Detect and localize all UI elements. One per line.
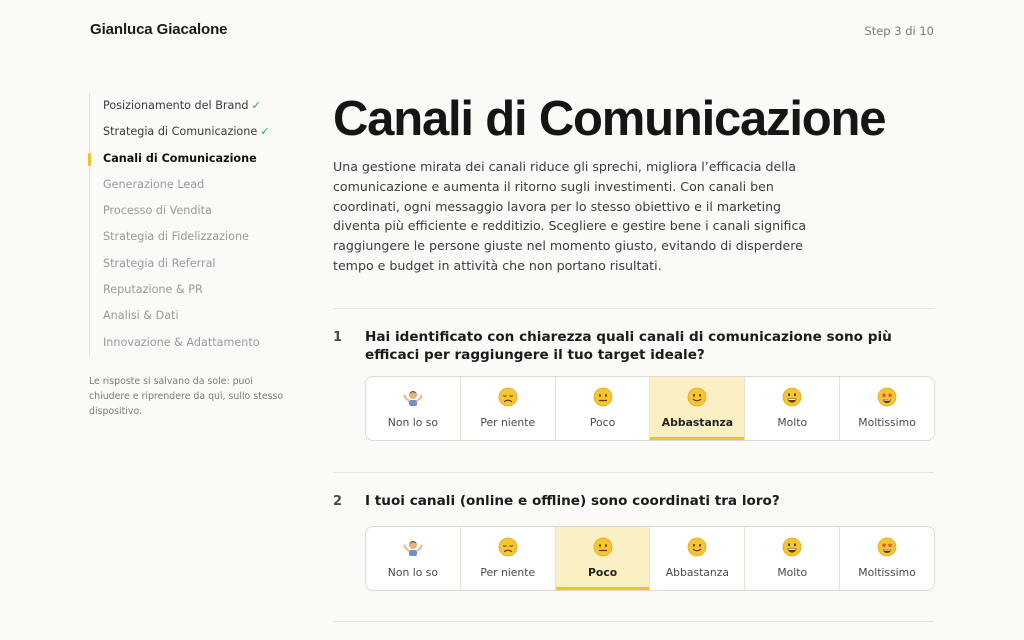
neutral-face-icon	[593, 387, 613, 407]
rating-option-label: Per niente	[480, 566, 536, 579]
sidebar-item-reputazione-pr[interactable]	[90, 277, 280, 303]
brand-logo[interactable]: Gianluca Giacalone	[90, 21, 228, 38]
check-icon: ✓	[260, 125, 270, 139]
rating-option-label: Moltissimo	[858, 416, 916, 429]
shrug-icon	[403, 537, 423, 557]
sidebar-item-innovazione-adattamento[interactable]	[90, 330, 280, 356]
rating-option-label: Poco	[589, 416, 616, 429]
question-text: Hai identificato con chiarezza quali canali di comunicazione sono più efficaci per raggiungere il tuo target ideale?	[365, 329, 892, 363]
disappointed-face-icon	[498, 537, 518, 557]
sidebar-item-label: Processo di Vendita	[103, 204, 212, 218]
rating-option-molto[interactable]	[745, 527, 840, 590]
autosave-note: Le risposte si salvano da sole: puoi chiudere e riprendere da qui, sullo stesso dispositivo.	[89, 376, 284, 417]
sidebar-item-analisi-dati[interactable]	[90, 303, 280, 329]
question-number: 1	[333, 330, 343, 345]
rating-option-label: Molto	[777, 566, 808, 579]
sidebar-item-processo-di-vendita[interactable]	[90, 198, 280, 224]
rating-option-label: Abbastanza	[665, 566, 730, 579]
divider	[333, 472, 934, 473]
step-counter: Step 3 di 10	[864, 24, 934, 38]
page-title: Canali di Comunicazione	[333, 92, 886, 146]
rating-option-poco[interactable]	[556, 377, 651, 440]
sidebar-item-label: Generazione Lead	[103, 177, 205, 191]
intro-paragraph: Una gestione mirata dei canali riduce gli sprechi, migliora l’efficacia della comunicazione e aumenta il ritorno sugli investimenti. Con canali ben coordinati, ogni messaggio lavora per lo stesso obiettivo e il marketing diventa più efficiente e redditizio. Scegliere e gestire bene i canali significa raggiungere le persone giuste nel momento giusto, evitando di disperdere tempo e budget in attività che non portano risultati.	[333, 159, 807, 273]
star-struck-face-icon	[877, 537, 897, 557]
sidebar-item-label: Strategia di Referral	[103, 256, 216, 270]
rating-option-label: Poco	[587, 566, 618, 579]
sidebar-item-generazione-lead[interactable]	[90, 172, 280, 198]
rating-option-moltissimo[interactable]	[840, 377, 934, 440]
sidebar-item-strategia-di-comunicazione[interactable]	[90, 119, 280, 145]
slightly-smiling-face-icon	[687, 387, 707, 407]
section-nav	[89, 93, 280, 356]
rating-scale	[365, 526, 935, 591]
rating-option-label: Non lo so	[387, 416, 439, 429]
rating-option-poco[interactable]	[556, 527, 651, 590]
rating-option-moltissimo[interactable]	[840, 527, 934, 590]
divider	[333, 308, 934, 309]
slightly-smiling-face-icon	[687, 537, 707, 557]
rating-option-non-lo-so[interactable]	[366, 377, 461, 440]
rating-option-abbastanza[interactable]	[650, 377, 745, 440]
check-icon: ✓	[251, 99, 261, 112]
sidebar-item-label: Canali di Comunicazione	[103, 151, 257, 165]
sidebar-item-strategia-di-fidelizzazione[interactable]	[90, 224, 280, 250]
rating-option-label: Per niente	[480, 416, 536, 429]
grinning-face-icon	[782, 537, 802, 557]
star-struck-face-icon	[877, 387, 897, 407]
grinning-face-icon	[782, 387, 802, 407]
disappointed-face-icon	[498, 387, 518, 407]
sidebar-item-strategia-di-referral[interactable]	[90, 251, 280, 277]
sidebar-item-posizionamento-del-brand[interactable]	[90, 93, 280, 119]
sidebar-item-label: Reputazione & PR	[103, 283, 203, 297]
rating-option-abbastanza[interactable]	[650, 527, 745, 590]
question-text: I tuoi canali (online e offline) sono coordinati tra loro?	[365, 493, 780, 509]
rating-option-label: Non lo so	[387, 566, 439, 579]
rating-option-label: Molto	[777, 416, 808, 429]
sidebar-item-label: Strategia di Fidelizzazione	[103, 230, 249, 244]
rating-option-per-niente[interactable]	[461, 377, 556, 440]
sidebar-item-label: Analisi & Dati	[103, 309, 179, 323]
question-number: 2	[333, 494, 343, 509]
rating-option-label: Moltissimo	[858, 566, 916, 579]
sidebar-item-label: Posizionamento del Brand	[103, 99, 249, 112]
sidebar-item-label: Innovazione & Adattamento	[103, 335, 260, 349]
neutral-face-icon	[593, 537, 613, 557]
shrug-icon	[403, 387, 423, 407]
rating-option-per-niente[interactable]	[461, 527, 556, 590]
rating-option-label: Abbastanza	[661, 416, 734, 429]
rating-option-molto[interactable]	[745, 377, 840, 440]
sidebar-item-label: Strategia di Comunicazione	[103, 125, 258, 139]
sidebar-item-canali-di-comunicazione[interactable]	[90, 146, 280, 172]
divider	[333, 621, 934, 622]
rating-option-non-lo-so[interactable]	[366, 527, 461, 590]
rating-scale	[365, 376, 935, 441]
